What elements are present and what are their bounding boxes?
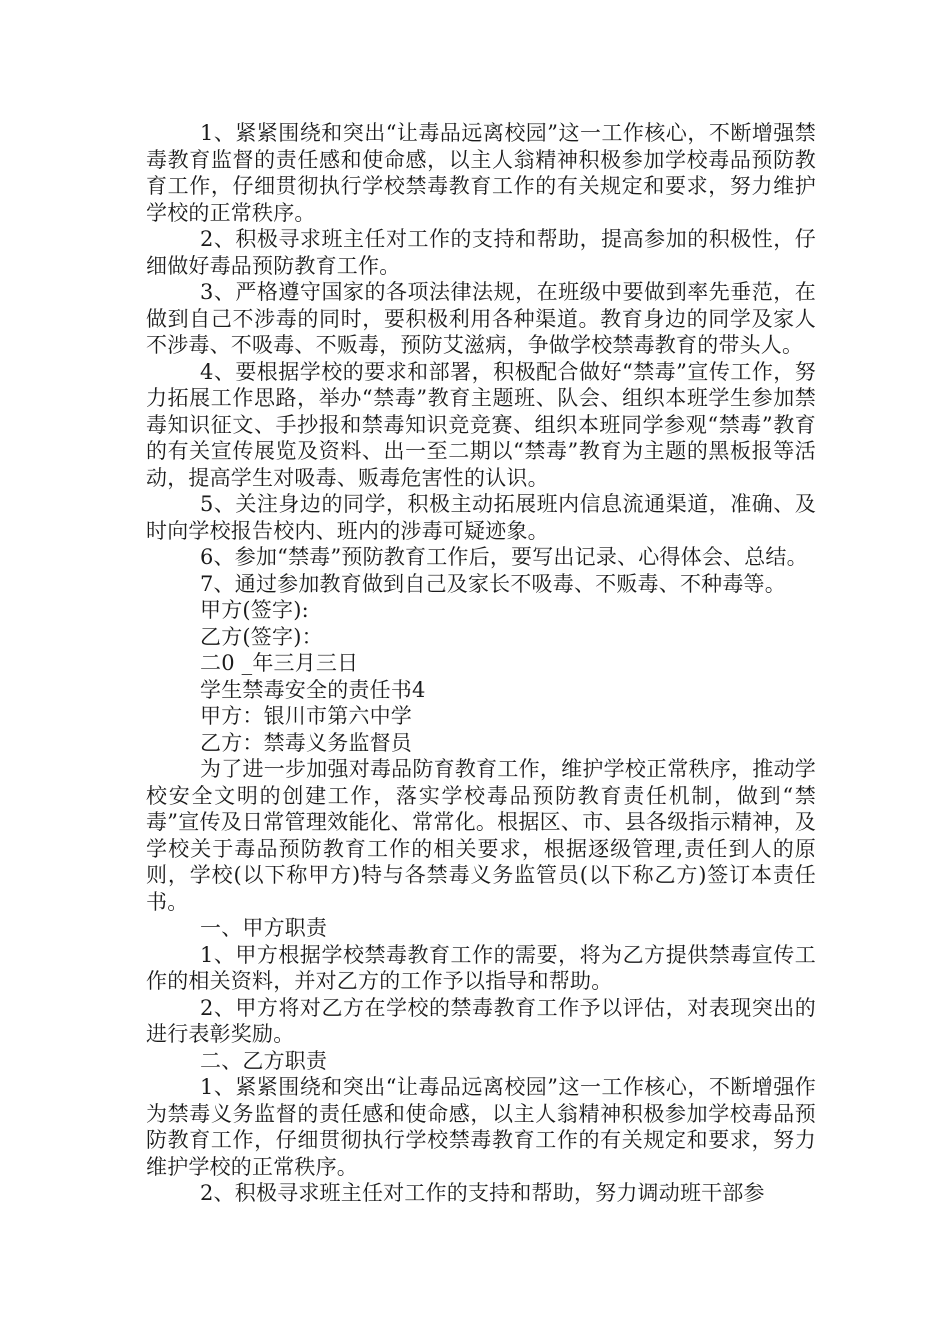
duty-item-5: 5、关注身边的同学，积极主动拓展班内信息流通渠道，准确、及时向学校报告校内、班内的涉毒可疑迹象。: [146, 492, 816, 543]
duty-item-3: 3、严格遵守国家的各项法律法规，在班级中要做到率先垂范，在做到自己不涉毒的同时，要积极利用各种渠道。教育身边的同学及家人不涉毒、不吸毒、不贩毒，预防艾滋病，争做学校禁毒教育的带头人。: [146, 280, 816, 357]
party-b-duty-2: 2、积极寻求班主任对工作的支持和帮助，努力调动班干部参: [200, 1181, 765, 1205]
duty-item-4: 4、要根据学校的要求和部署，积极配合做好“禁毒”宣传工作，努力拓展工作思路，举办“禁毒”教育主题班、队会、组织本班学生参加禁毒知识征文、手抄报和禁毒知识竞竞赛、组织本班同学参观“禁毒”教育的有关宣传展览及资料、出一至二期以“禁毒”教育为主题的黑板报等活动，提高学生对吸毒、贩毒危害性的认识。: [146, 359, 816, 490]
party-b-signature: 乙方(签字)：: [200, 624, 323, 649]
duty-item-7: 7、通过参加教育做到自己及家长不吸毒、不贩毒、不种毒等。: [200, 571, 786, 596]
party-a-duty-1: 1、甲方根据学校禁毒教育工作的需要，将为乙方提供禁毒宣传工作的相关资料，并对乙方的工作予以指导和帮助。: [146, 942, 816, 993]
section-title: 学生禁毒安全的责任书4: [200, 677, 426, 702]
party-a-signature: 甲方(签字):: [200, 598, 309, 622]
preamble-paragraph: 为了进一步加强对毒品防育教育工作，维护学校正常秩序，推动学校安全文明的创建工作，落实学校毒品预防教育责任机制，做到“禁毒”宣传及日常管理效能化、常常化。根据区、市、县各级指示精神，及学校关于毒品预防教育工作的相关要求，根据逐级管理,责任到人的原则，学校(以下称甲方)特与各禁毒义务监管员(以下称乙方)签订本责任书。: [146, 757, 816, 914]
duty-item-6: 6、参加“禁毒”预防教育工作后，要写出记录、心得体会、总结。: [200, 545, 808, 569]
party-a-duty-2: 2、甲方将对乙方在学校的禁毒教育工作予以评估，对表现突出的进行表彰奖励。: [146, 995, 816, 1046]
party-a-name: 甲方：银川市第六中学: [200, 704, 412, 728]
party-b-name: 乙方：禁毒义务监督员: [200, 730, 412, 755]
duty-item-2: 2、积极寻求班主任对工作的支持和帮助，提高参加的积极性，仔细做好毒品预防教育工作。: [146, 227, 816, 278]
party-b-duties-heading: 二、乙方职责: [200, 1048, 328, 1073]
duty-item-1: 1、紧紧围绕和突出“让毒品远离校园”这一工作核心，不断增强禁毒教育监督的责任感和使命感，以主人翁精神积极参加学校毒品预防教育工作，仔细贯彻执行学校禁毒教育工作的有关规定和要求，努力维护学校的正常秩序。: [146, 121, 816, 225]
party-b-duty-1: 1、紧紧围绕和突出“让毒品远离校园”这一工作核心，不断增强作为禁毒义务监督的责任感和使命感，以主人翁精神积极参加学校毒品预防教育工作，仔细贯彻执行学校禁毒教育工作的有关规定和要求，努力维护学校的正常秩序。: [146, 1075, 816, 1179]
party-a-duties-heading: 一、甲方职责: [200, 916, 328, 940]
signing-date: 二0 _年三月三日: [200, 651, 359, 675]
document-body: [146, 120, 816, 1207]
